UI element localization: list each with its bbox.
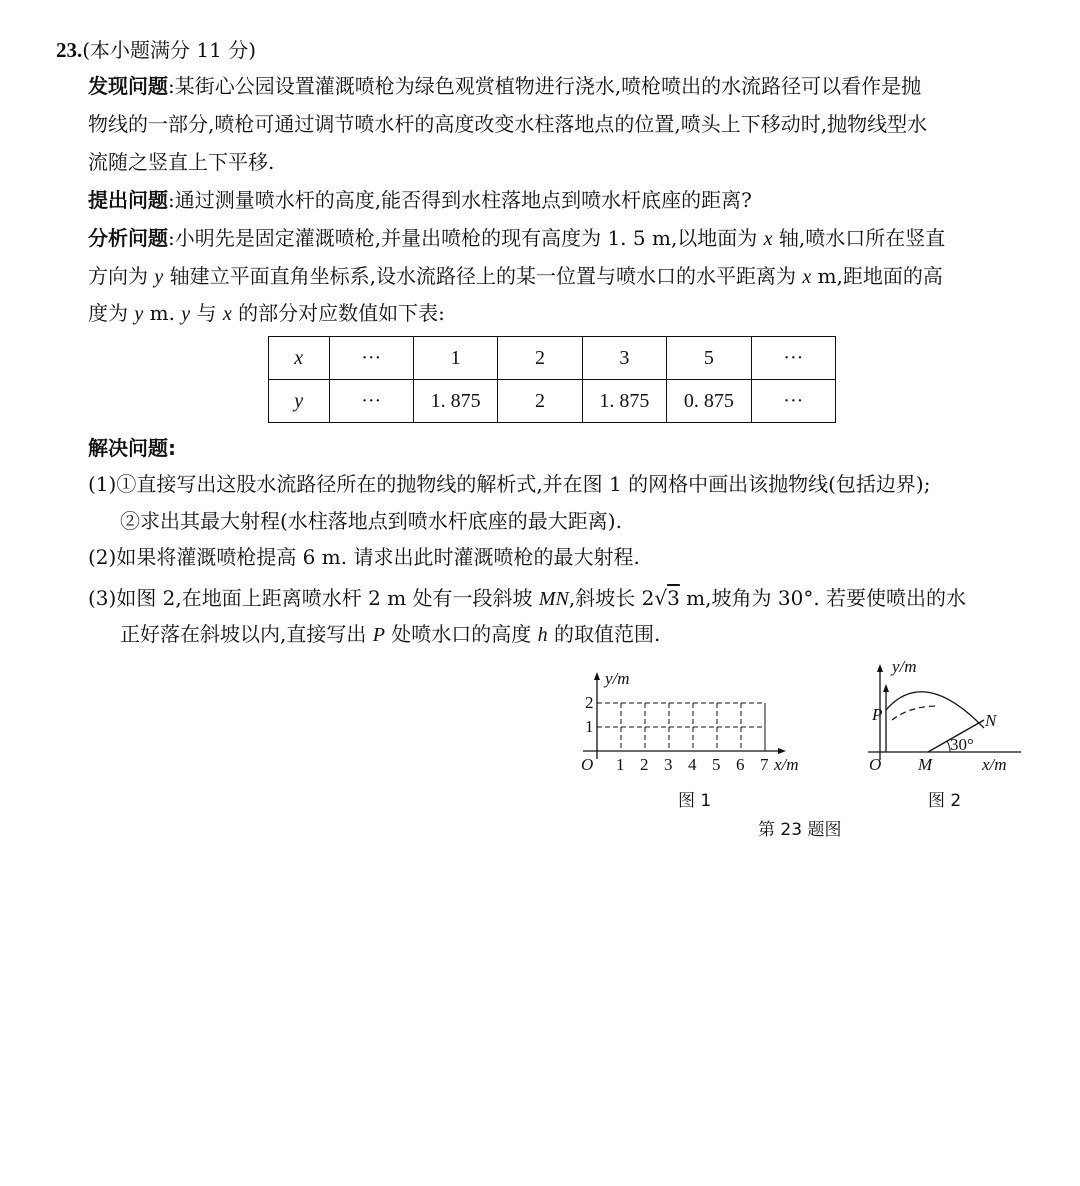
figure-2-N-label: N bbox=[985, 711, 997, 730]
figure-1-x-arrow bbox=[778, 748, 786, 754]
table-row-x bbox=[269, 337, 836, 380]
analyze-label: 分析问题 bbox=[88, 226, 168, 250]
table-row-y bbox=[269, 380, 836, 423]
discover-line-1: 发现问题:某街心公园设置灌溉喷枪为绿色观赏植物进行浇水,喷枪喷出的水流路径可以看作是抛 bbox=[88, 74, 922, 98]
figure-2-svg bbox=[866, 656, 1031, 776]
figure-1-x-tick: 1 bbox=[616, 755, 625, 774]
figure-2-M-label: M bbox=[918, 755, 933, 774]
figure-2-shifted-parabola bbox=[892, 706, 938, 720]
figure-1-y-tick: 1 bbox=[585, 717, 594, 736]
table-cell: ··· bbox=[751, 380, 835, 423]
table-cell: ··· bbox=[751, 337, 835, 380]
figure-1 bbox=[575, 664, 815, 783]
propose-line: 提出问题:通过测量喷水杆的高度,能否得到水柱落地点到喷水杆底座的距离? bbox=[88, 188, 752, 212]
figure-1-grid bbox=[597, 703, 765, 751]
figure-1-x-tick: 6 bbox=[736, 755, 745, 774]
table-cell: 1. 875 bbox=[413, 380, 497, 423]
part-3-line-2: 正好落在斜坡以内,直接写出 P 处喷水口的高度 h 的取值范围. bbox=[120, 622, 661, 646]
question-header bbox=[56, 36, 256, 64]
figure-2 bbox=[866, 656, 1031, 780]
value-table bbox=[268, 336, 836, 423]
part-1-line-1: (1)①直接写出这股水流路径所在的抛物线的解析式,并在图 1 的网格中画出该抛物线(包括边界); bbox=[88, 472, 931, 496]
figure-1-y-label: y/m bbox=[605, 669, 630, 688]
table-cell: 3 bbox=[582, 337, 666, 380]
question-number: 23. bbox=[56, 38, 83, 62]
figure-1-y-arrow bbox=[594, 672, 600, 680]
figure-2-parabola bbox=[886, 692, 984, 728]
figure-1-y-tick: 2 bbox=[585, 693, 594, 712]
question-points: (本小题满分 11 分) bbox=[82, 38, 257, 62]
figure-group-caption: 第 23 题图 bbox=[758, 820, 842, 840]
figure-2-angle-label: 30° bbox=[950, 735, 974, 754]
part-3-line-1: (3)如图 2,在地面上距离喷水杆 2 m 处有一段斜坡 MN,斜坡长 2√3 m,坡角为 30°. 若要使喷出的水 bbox=[88, 586, 967, 610]
figure-1-x-tick: 3 bbox=[664, 755, 673, 774]
table-cell: 1. 875 bbox=[582, 380, 666, 423]
table-cell: ··· bbox=[329, 337, 413, 380]
table-cell: 5 bbox=[667, 337, 751, 380]
table-cell: 2 bbox=[498, 380, 582, 423]
discover-label: 发现问题 bbox=[88, 74, 168, 98]
analyze-line-1: 分析问题:小明先是固定灌溉喷枪,并量出喷枪的现有高度为 1. 5 m,以地面为 x 轴,喷水口所在竖直 bbox=[88, 226, 946, 250]
figure-1-origin: O bbox=[581, 755, 594, 774]
table-cell: 2 bbox=[498, 337, 582, 380]
figure-1-x-tick: 4 bbox=[688, 755, 697, 774]
solve-label: 解决问题: bbox=[88, 436, 176, 460]
analyze-line-3: 度为 y m. y 与 x 的部分对应数值如下表: bbox=[88, 301, 445, 325]
propose-label: 提出问题 bbox=[88, 188, 168, 212]
table-cell: 1 bbox=[413, 337, 497, 380]
analyze-line-2: 方向为 y 轴建立平面直角坐标系,设水流路径上的某一位置与喷水口的水平距离为 x m,距地面的高 bbox=[88, 264, 943, 288]
figure-1-svg bbox=[575, 664, 815, 779]
figure-1-x-tick: 7 bbox=[760, 755, 769, 774]
part-2-line: (2)如果将灌溉喷枪提高 6 m. 请求出此时灌溉喷枪的最大射程. bbox=[88, 545, 640, 569]
table-cell: ··· bbox=[329, 380, 413, 423]
figure-1-x-tick: 5 bbox=[712, 755, 721, 774]
table-cell: x bbox=[269, 337, 330, 380]
discover-line-2: 物线的一部分,喷枪可通过调节喷水杆的高度改变水柱落地点的位置,喷头上下移动时,抛物线型水 bbox=[88, 112, 928, 136]
figure-1-x-label: x/m bbox=[774, 755, 799, 774]
figure-2-pole-arrow bbox=[883, 684, 889, 692]
discover-line-3: 流随之竖直上下平移. bbox=[88, 150, 275, 174]
figure-1-x-tick: 2 bbox=[640, 755, 649, 774]
table-cell: 0. 875 bbox=[667, 380, 751, 423]
figure-2-y-label: y/m bbox=[892, 657, 917, 676]
figure-2-x-label: x/m bbox=[982, 755, 1007, 774]
figure-2-y-arrow bbox=[877, 664, 883, 672]
part-1-line-2: ②求出其最大射程(水柱落地点到喷水杆底座的最大距离). bbox=[120, 509, 622, 533]
figure-2-origin: O bbox=[869, 755, 882, 774]
figure-2-caption: 图 2 bbox=[928, 791, 962, 811]
figure-1-caption: 图 1 bbox=[678, 791, 712, 811]
table-cell: y bbox=[269, 380, 330, 423]
figure-2-P-label: P bbox=[872, 705, 883, 724]
